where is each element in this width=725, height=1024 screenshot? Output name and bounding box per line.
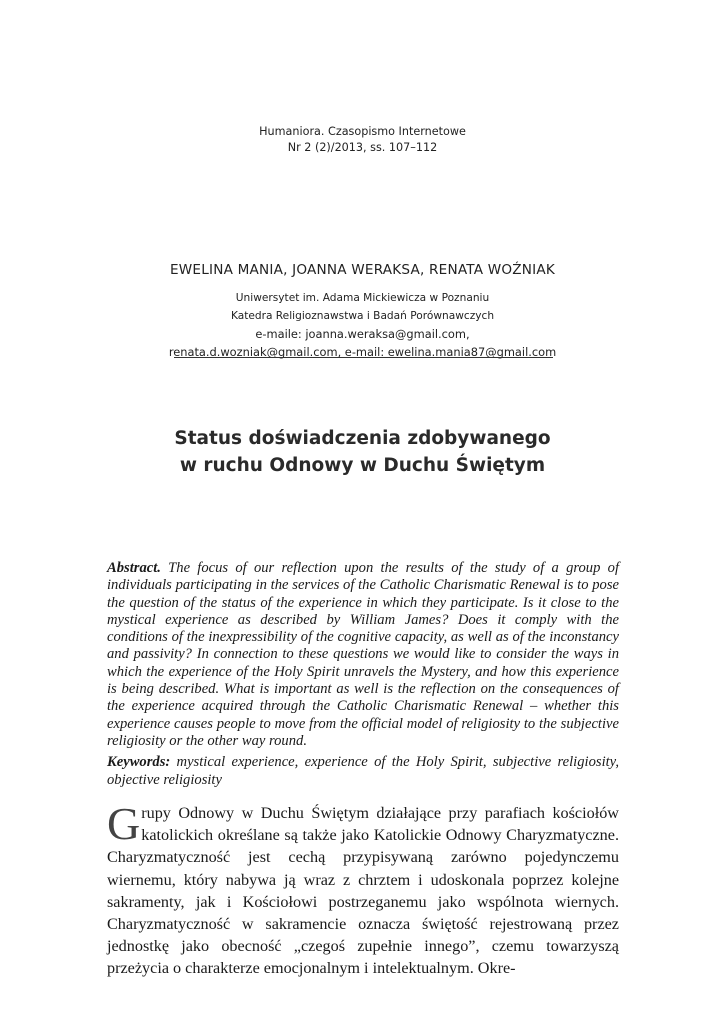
journal-header bbox=[0, 124, 725, 156]
body-paragraph bbox=[107, 798, 619, 980]
abstract bbox=[107, 560, 619, 789]
keywords-text: mystical experience, experience of the Holy Spirit, subjective religiosity, objective religiosity bbox=[107, 754, 619, 788]
title-line-2: w ruchu Odnowy w Duchu Świętym bbox=[179, 455, 546, 476]
divider bbox=[174, 357, 553, 358]
journal-name: Humaniora. Czasopismo Internetowe bbox=[259, 125, 466, 138]
department: Katedra Religioznawstwa i Badań Porównawczych bbox=[230, 310, 495, 322]
emails-line-1: e-maile: joanna.weraksa@gmail.com, bbox=[255, 327, 470, 341]
abstract-label: Abstract. bbox=[107, 560, 161, 576]
authors: EWELINA MANIA, JOANNA WERAKSA, RENATA WOŹNIAK bbox=[170, 262, 555, 278]
abstract-paragraph bbox=[107, 560, 619, 750]
body-text bbox=[107, 798, 619, 980]
title-line-1: Status doświadczenia zdobywanego bbox=[174, 428, 551, 449]
body-paragraph-text: rupy Odnowy w Duchu Świętym działające przy parafiach kościołów katolickich określane są także jako Katolickie Odnowy Charyzmatyczne. Charyzmatyczność jest cechą przypisywaną zarówno pojedynczemu wiernemu, który nabywa ją wraz z chrztem i udoskonala poprzez kolejne sakramenty, jak i Kościołowi postrzeganemu jako wspólnota wiernych. Charyzmatyczność w sakramencie oznacza świętość rejestrowaną przez jednostkę jako obecność „czegoś zupełnie innego”, czemu towarzyszą przeżycia o charakterze emocjonalnym i intelektualnym. Okre- bbox=[107, 804, 619, 978]
abstract-text: The focus of our reflection upon the results of the study of a group of individuals participating in the services of the Catholic Charismatic Renewal is to pose the question of the status of the experience in which they participate. Is it close to the mystical experience as described by William James? Does it comply with the conditions of the inexpressibility of the cognitive capacity, as well as of the inconstancy and passivity? In connection to these questions we would like to consider the ways in which the experience of the Holy Spirit unravels the Mystery, and how this experience is being described. What is important as well is the reflection on the consequences of the experience acquired through the Catholic Charismatic Renewal – whether this experience causes people to move from the official model of religiosity to the subjective religiosity or the other way round. bbox=[107, 560, 619, 749]
article-title bbox=[0, 425, 725, 479]
affiliation bbox=[0, 289, 725, 361]
drop-cap: G bbox=[107, 798, 141, 849]
keywords-label: Keywords: bbox=[107, 754, 171, 771]
journal-issue: Nr 2 (2)/2013, ss. 107–112 bbox=[287, 141, 438, 154]
university: Uniwersytet im. Adama Mickiewicza w Poznaniu bbox=[235, 292, 490, 304]
emails-line-2: renata.d.wozniak@gmail.com, e-mail: ewelina.mania87@gmail.com bbox=[168, 345, 557, 359]
keywords-paragraph bbox=[107, 754, 619, 789]
